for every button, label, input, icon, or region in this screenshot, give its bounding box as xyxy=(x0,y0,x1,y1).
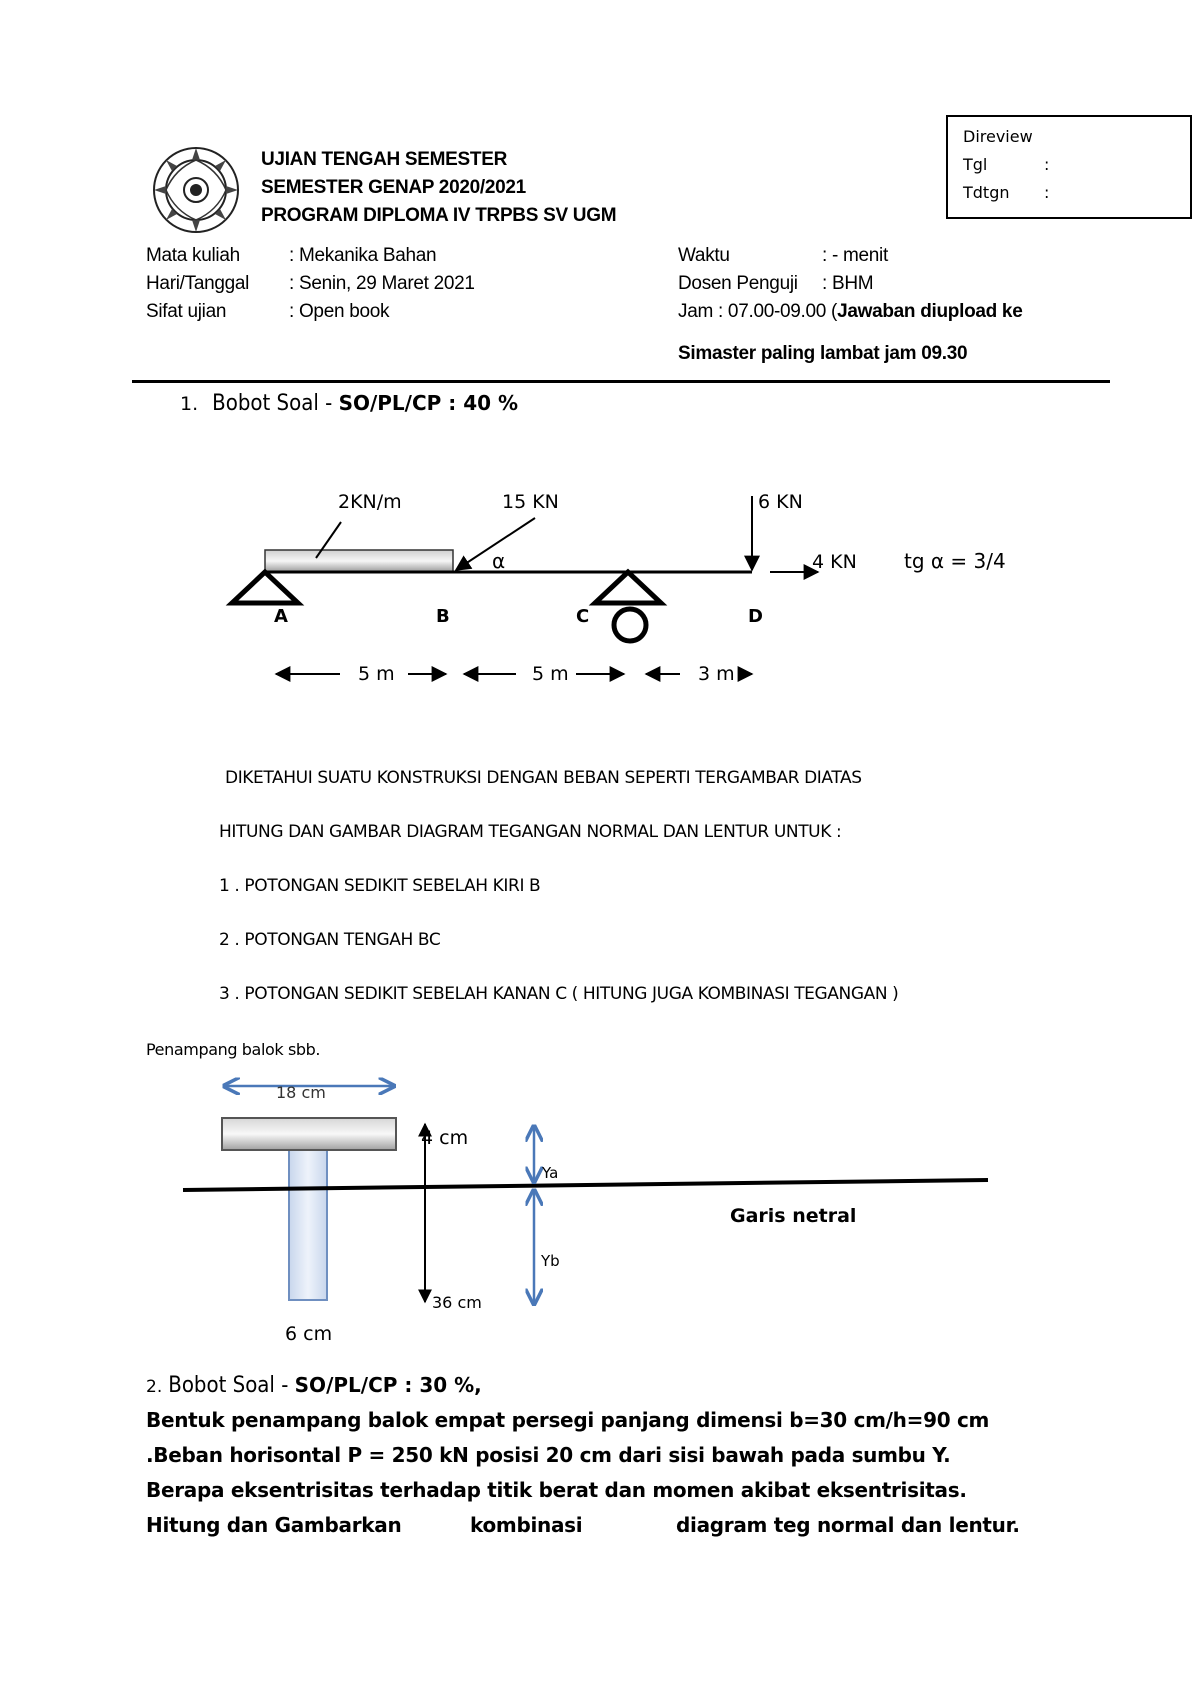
q2-line-4c: diagram teg normal dan lentur. xyxy=(676,1513,1020,1537)
university-logo xyxy=(150,144,242,236)
hari-value: : Senin, 29 Maret 2021 xyxy=(289,273,475,294)
label-tan-alpha: tg α = 3/4 xyxy=(904,549,1006,573)
semester-title: SEMESTER GENAP 2020/2021 xyxy=(261,177,526,198)
review-title: Direview xyxy=(963,127,1033,146)
exam-title: UJIAN TENGAH SEMESTER xyxy=(261,149,508,170)
review-tdtgn-label: Tdtgn xyxy=(963,183,1010,202)
waktu-value: : - menit xyxy=(822,245,888,266)
q2-line-4b: kombinasi xyxy=(470,1513,583,1537)
label-horizontal-load: 4 KN xyxy=(812,551,857,573)
t-section-flange xyxy=(222,1118,396,1150)
support-c-icon xyxy=(595,572,661,603)
label-yb: Yb xyxy=(541,1252,560,1270)
label-total-height: 36 cm xyxy=(432,1293,482,1312)
label-alpha: α xyxy=(492,549,506,573)
label-point-c: C xyxy=(576,606,590,627)
beam-diagram xyxy=(0,480,1200,700)
label-web-width: 6 cm xyxy=(285,1323,333,1345)
header-divider xyxy=(132,380,1110,383)
jam-label: Jam : 07.00-09.00 ( xyxy=(678,301,838,322)
q1-line-2: HITUNG DAN GAMBAR DIAGRAM TEGANGAN NORMAL DAN LENTUR UNTUK : xyxy=(219,822,842,842)
label-inclined-load: 15 KN xyxy=(502,491,559,513)
section-diagram xyxy=(0,1070,1200,1350)
review-tgl-colon: : xyxy=(1044,155,1050,174)
dosen-label: Dosen Penguji xyxy=(678,273,798,294)
label-point-b: B xyxy=(436,606,450,627)
q1-heading xyxy=(180,390,518,416)
section-caption: Penampang balok sbb. xyxy=(146,1040,321,1059)
q1-line-4: 2 . POTONGAN TENGAH BC xyxy=(219,930,441,950)
q2-line-4a: Hitung dan Gambarkan xyxy=(146,1513,402,1537)
mata-kuliah-value: : Mekanika Bahan xyxy=(289,245,437,266)
jam-line xyxy=(678,301,1022,323)
label-flange-height: 4 cm xyxy=(421,1127,469,1149)
q2-title-bold: SO/PL/CP : 30 %, xyxy=(294,1373,482,1397)
label-flange-width: 18 cm xyxy=(276,1083,326,1102)
label-neutral-axis: Garis netral xyxy=(730,1205,857,1227)
q2-title: Bobot Soal - xyxy=(168,1373,295,1398)
waktu-label: Waktu xyxy=(678,245,730,266)
jam-bold: Jawaban diupload ke xyxy=(837,301,1023,322)
q2-line-2: .Beban horisontal P = 250 kN posisi 20 cm dari sisi bawah pada sumbu Y. xyxy=(146,1443,951,1467)
dosen-value: : BHM xyxy=(822,273,874,294)
label-dim-bc: 5 m xyxy=(532,663,569,685)
q1-title: Bobot Soal - xyxy=(212,391,339,416)
sifat-value: : Open book xyxy=(289,301,390,322)
review-box xyxy=(946,115,1192,219)
label-ya: Ya xyxy=(542,1164,559,1182)
q2-number: 2. xyxy=(146,1377,163,1397)
q1-number: 1. xyxy=(180,393,199,415)
label-point-a: A xyxy=(274,606,288,627)
label-vertical-load: 6 KN xyxy=(758,491,803,513)
hari-label: Hari/Tanggal xyxy=(146,273,250,294)
q2-line-3: Berapa eksentrisitas terhadap titik berat dan momen akibat eksentrisitas. xyxy=(146,1478,967,1502)
review-tgl-label: Tgl xyxy=(963,155,988,174)
q1-line-3: 1 . POTONGAN SEDIKIT SEBELAH KIRI B xyxy=(219,876,541,896)
mata-kuliah-label: Mata kuliah xyxy=(146,245,240,266)
q1-title-bold: SO/PL/CP : 40 % xyxy=(338,391,519,415)
label-dim-ab: 5 m xyxy=(358,663,395,685)
label-point-d: D xyxy=(748,606,763,627)
review-tdtgn-colon: : xyxy=(1044,183,1050,202)
q2-line-1: Bentuk penampang balok empat persegi panjang dimensi b=30 cm/h=90 cm xyxy=(146,1408,990,1432)
t-section-web xyxy=(289,1148,327,1300)
q2-heading xyxy=(146,1372,482,1398)
q1-line-1: DIKETAHUI SUATU KONSTRUKSI DENGAN BEBAN SEPERTI TERGAMBAR DIATAS xyxy=(225,768,862,788)
q1-line-5: 3 . POTONGAN SEDIKIT SEBELAH KANAN C ( HITUNG JUGA KOMBINASI TEGANGAN ) xyxy=(219,984,899,1004)
distributed-load-bar xyxy=(265,550,453,572)
sifat-label: Sifat ujian xyxy=(146,301,227,322)
label-dim-cd: 3 m xyxy=(698,663,735,685)
jam-line2: Simaster paling lambat jam 09.30 xyxy=(678,343,968,364)
label-dist-load: 2KN/m xyxy=(338,491,402,513)
support-a-icon xyxy=(232,572,298,603)
program-title: PROGRAM DIPLOMA IV TRPBS SV UGM xyxy=(261,205,617,226)
roller-c-icon xyxy=(614,609,646,641)
